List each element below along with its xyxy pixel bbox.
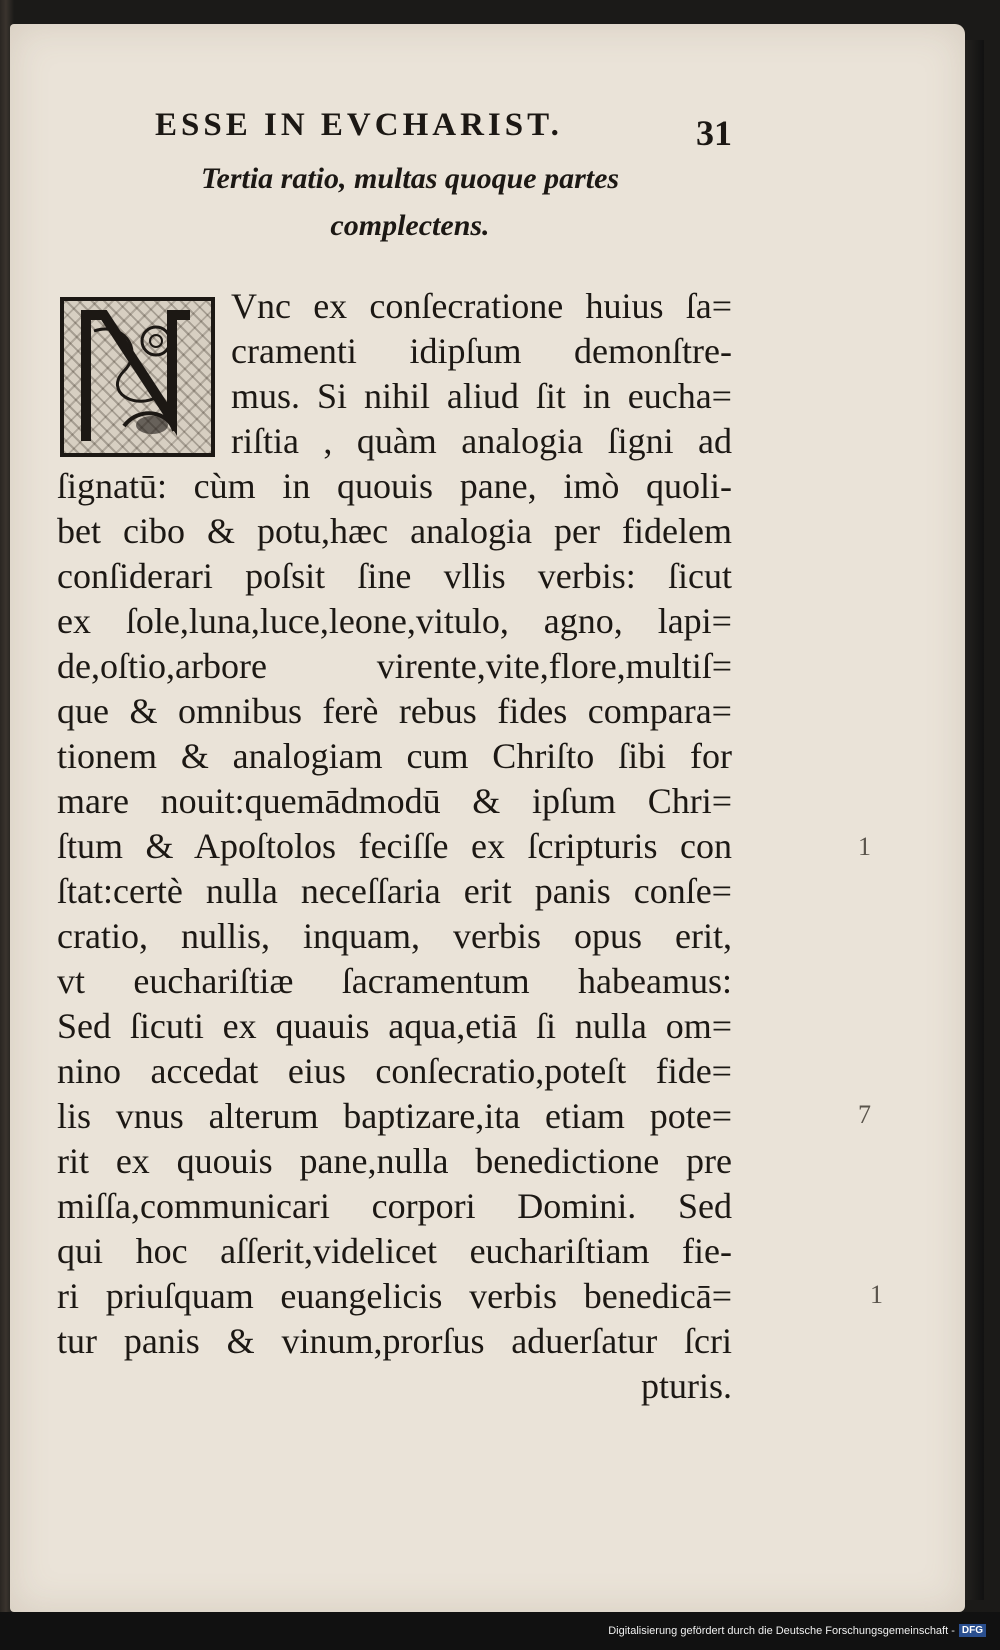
margin-mark: 1 [858, 832, 871, 861]
section-heading [150, 155, 670, 249]
body-text [57, 284, 732, 1409]
text-line: miſſa,communicari corpori Domini. Sed [57, 1186, 732, 1226]
text-line: Vnc ex conſecratione huius ſa= [231, 286, 732, 326]
section-heading-line-1: Tertia ratio, multas quoque partes [200, 162, 620, 195]
page-number: 31 [696, 113, 732, 153]
text-line: de,oſtio,arbore virente,vite,flore,multiſ= [57, 646, 732, 686]
text-line: rit ex quouis pane,nulla benedictione pre [57, 1141, 732, 1181]
margin-mark: 7 [858, 1100, 871, 1129]
dfg-logo: DFG [959, 1624, 986, 1637]
text-line: ſtat:certè nulla neceſſaria erit panis conſe= [57, 871, 732, 911]
text-line: Sed ſicuti ex quauis aqua,etiā ſi nulla om= [57, 1006, 732, 1046]
text-line: ri priuſquam euangelicis verbis benedicā= [57, 1276, 732, 1316]
text-line: ſignatū: cùm in quouis pane, imò quoli- [57, 466, 732, 506]
text-line: vt euchariſtiæ ſacramentum habeamus: [57, 961, 732, 1001]
text-line: riſtia , quàm analogia ſigni ad [231, 421, 732, 461]
text-line: lis vnus alterum baptizare,ita etiam pote= [57, 1096, 732, 1136]
text-line: nino accedat eius conſecratio,poteſt fide= [57, 1051, 732, 1091]
text-line: que & omnibus ferè rebus fides compara= [57, 691, 732, 731]
section-heading-line-2: complectens. [330, 209, 490, 242]
running-head: ESSE IN EVCHARIST. [155, 107, 563, 143]
text-line: conſiderari poſsit ſine vllis verbis: ſicut [57, 556, 732, 596]
text-line: ſtum & Apoſtolos feciſſe ex ſcripturis con [57, 826, 732, 866]
digitization-credit [608, 1624, 986, 1637]
text-line: tionem & analogiam cum Chriſto ſibi for [57, 736, 732, 776]
text-line: cratio, nullis, inquam, verbis opus erit, [57, 916, 732, 956]
margin-mark: 1 [870, 1280, 883, 1309]
text-line: qui hoc aſſerit,videlicet euchariſtiam fie- [57, 1231, 732, 1271]
text-line-catchword: pturis. [640, 1366, 732, 1406]
text-line: tur panis & vinum,prorſus aduerſatur ſcri [57, 1321, 732, 1361]
text-line: cramenti idipſum demonſtre- [231, 331, 732, 371]
text-line: bet cibo & potu,hæc analogia per fidelem [57, 511, 732, 551]
digitization-credit-text: Digitalisierung gefördert durch die Deutsche Forschungsgemeinschaft - [608, 1624, 955, 1637]
text-line: ex ſole,luna,luce,leone,vitulo, agno, lapi= [57, 601, 732, 641]
text-line: mare nouit:quemādmodū & ipſum Chri= [57, 781, 732, 821]
text-line: mus. Si nihil aliud ſit in eucha= [231, 376, 732, 416]
